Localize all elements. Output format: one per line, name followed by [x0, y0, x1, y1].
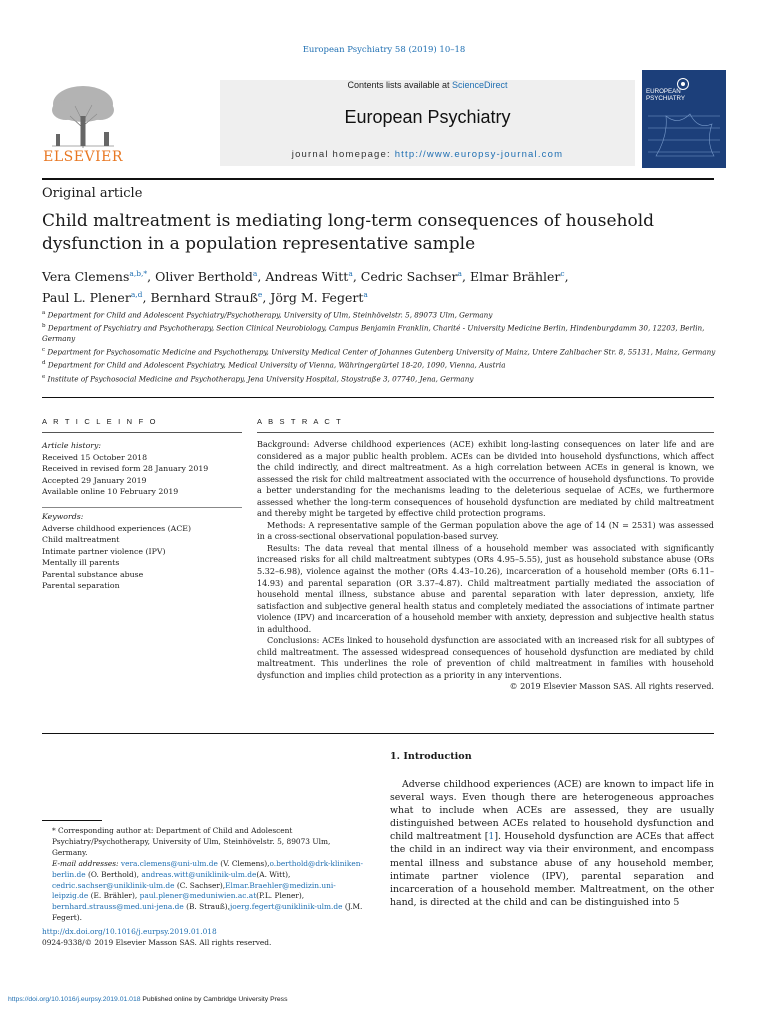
- keywords: [42, 511, 242, 592]
- author-name: Andreas Witt: [265, 269, 349, 285]
- article-info-rule: [42, 432, 242, 433]
- footer-text: Published online by Cambridge University Press: [140, 996, 288, 1003]
- affiliations: [42, 308, 722, 385]
- sciencedirect-link[interactable]: ScienceDirect: [452, 80, 508, 90]
- elsevier-tree-logo: [42, 80, 124, 150]
- doi-block: [42, 926, 368, 948]
- header-rule: [42, 178, 714, 180]
- keyword-item: Intimate partner violence (IPV): [42, 546, 166, 556]
- history-heading: Article history:: [42, 441, 102, 450]
- corresponding-author: * Corresponding author at: Department of Child and Adolescent Psychiatry/Psychotherapy, University of Ulm, Steinhövelstr. 5, 89073 Ulm, Germany.: [52, 826, 331, 857]
- cover-map-graphic: [648, 106, 720, 162]
- email-link[interactable]: andreas.witt@uniklinik-ulm.de: [141, 869, 257, 879]
- author-name: Bernhard Strauß: [150, 290, 258, 306]
- abstract-conclusions: Conclusions: ACEs linked to household dysfunction are associated with an increased risk for all subtypes of child maltreatment. The assessed widespread consequences of household dysfunction are mediated by child maltreatment. This underlines the role of prevention of child maltreatment in families with household dysfunction and implies child protection as a priority in any interventions.: [257, 635, 714, 680]
- contents-line: [220, 80, 635, 90]
- journal-name: European Psychiatry: [344, 107, 511, 127]
- issn-line: 0924-9338/© 2019 Elsevier Masson SAS. All rights reserved.: [42, 938, 272, 948]
- section-rule: [42, 397, 714, 398]
- keywords-heading: Keywords:: [42, 512, 84, 521]
- author-affiliation-marker[interactable]: a: [363, 290, 368, 300]
- author-list: Vera Clemens$^{a,b,*}$, Oliver Berthold$^a$, Andreas Witt$^a$, Cedric Sachser$^a$, Elmar Brähler$^c$, Paul L. Plener$^{a,d}$, Bernhard Strauß$^e$, Jörg M. Fegert$^a$: [42, 269, 569, 306]
- author-name: Paul L. Plener: [42, 290, 131, 306]
- author-affiliation-marker[interactable]: e: [257, 290, 263, 300]
- elsevier-wordmark: ELSEVIER: [43, 149, 123, 165]
- introduction-text: [390, 778, 714, 909]
- journal-homepage-line: [220, 149, 635, 160]
- cover-title: EUROPEAN PSYCHIATRY: [646, 88, 685, 102]
- intro-text-start: Adverse childhood experiences (ACE) are known to impact life in several ways. Even though there are heterogeneous approaches what to include when ACEs are assessed, they are usually distinguished between ACEs related to household dysfunction and child maltreatment [: [390, 779, 714, 843]
- article-history: [42, 440, 242, 498]
- article-info-heading: A R T I C L E I N F O: [42, 417, 158, 426]
- keyword-item: Child maltreatment: [42, 535, 120, 544]
- affiliation-item: $^a$ Department for Child and Adolescent Psychiatry/Psychotherapy, University of Ulm, Steinhövelstr. 5, 89073 Ulm, Germany: [42, 310, 493, 320]
- affiliation-item: $^b$ Department of Psychiatry and Psychotherapy, Section Clinical Neurobiology, Campus Benjamin Franklin, Charité - University Medicine Berlin, Hindenburgdamm 30, 12203, Berlin, Germany: [42, 323, 705, 344]
- article-title: Child maltreatment is mediating long-term consequences of household dysfunction in a population representative sample: [42, 211, 655, 254]
- history-item: Accepted 29 January 2019: [42, 475, 147, 485]
- affiliation-item: $^e$ Institute of Psychosocial Medicine and Psychotherapy, Jena University Hospital, Stoystraße 3, 07740, Jena, Germany: [42, 373, 474, 383]
- footer-doi-link[interactable]: https://doi.org/10.1016/j.eurpsy.2019.01.018: [8, 996, 141, 1003]
- intro-text-end: ]. Household dysfunction are ACEs that affect the child in an indirect way via their environment, and encompass mental illness and substance abuse of any household member, intimate partner violence (IPV), parental separation and incarceration of a household member. Maltreatment, on the other hand, is directed at the child and can be distinguished into 5: [390, 831, 715, 908]
- abstract-background: Background: Adverse childhood experiences (ACE) exhibit long-lasting consequences on later life and are considered as a major public health problem. ACEs can be divided into household dysfunctions, which affect the child indirectly, and direct maltreatment. As a high correlation between ACEs in general is known, we assessed the risk for child maltreatment associated with the occurrence of household dysfunctions. To provide a better understanding for the mechanisms leading to the deleterious sequelae of ACEs, we furthermore assessed whether the long-term consequences of household dysfunction are mediated by child maltreatment and thereby might be targeted by effective child protection programs.: [257, 439, 714, 519]
- history-item: Available online 10 February 2019: [42, 487, 179, 496]
- introduction-heading: 1. Introduction: [390, 751, 472, 762]
- author-affiliation-marker[interactable]: a,b,*: [129, 269, 148, 278]
- affiliation-item: $^c$ Department for Psychosomatic Medicine and Psychotherapy, University Medical Center of Johannes Gutenberg University of Mainz, Untere Zahlbacher Str. 8, 55131, Mainz, Germany: [42, 347, 716, 357]
- author-affiliation-marker[interactable]: a,d: [130, 290, 143, 300]
- affiliation-item: $^d$ Department for Child and Adolescent Psychiatry, Medical University of Vienna, Währingergürtel 18-20, 1090, Vienna, Austria: [42, 360, 506, 370]
- journal-cover-image: [642, 70, 726, 168]
- email-link[interactable]: vera.clemens@uni-ulm.de: [120, 858, 218, 868]
- corresponding-author-footnote: [42, 826, 368, 924]
- abstract-results: Results: The data reveal that mental illness of a household member was associated with significantly increased risks for all child maltreatment subtypes (ORs 4.95–5.55), just as household substance abuse (ORs 5.32–6.98), violence against the mother (ORs 4.43–10.26), incarceration of a household member (ORs 6.11–14.93) and parental separation (OR 3.37–4.87). Child maltreatment partially mediated the association of household mental illness, substance abuse and parental separation with later depression, anxiety, life satisfaction and subjective general health status and completely mediated the associations of intimate partner violence (IPV) and incarceration of a household member with anxiety, depression and subjective health status in adulthood.: [257, 542, 714, 634]
- abstract: [257, 439, 714, 693]
- author-name: Cedric Sachser: [360, 269, 458, 285]
- abstract-rule: [257, 432, 714, 433]
- email-label: E-mail addresses:: [52, 858, 121, 868]
- author-name: Vera Clemens: [42, 269, 130, 285]
- keyword-item: Mentally ill parents: [42, 558, 120, 567]
- journal-citation-link[interactable]: European Psychiatry 58 (2019) 10–18: [302, 45, 466, 55]
- citation-link[interactable]: 1: [488, 831, 495, 843]
- abstract-heading: A B S T R A C T: [257, 417, 343, 426]
- email-link[interactable]: Elmar.Braehler@medizin.uni-leipzig.de: [52, 880, 336, 901]
- email-addresses: E-mail addresses: vera.clemens@uni-ulm.de (V. Clemens),o.berthold@drk-kliniken-berlin.de (O. Berthold), andreas.witt@uniklinik-ulm.de(A. Witt), cedric.sachser@uniklinik-ulm.de (C. Sachser),Elmar.Braehler@medizin.uni-leipzig.de (E. Brähler), paul.plener@meduniwien.ac.at(P.L. Plener), bernhard.strauss@med.uni-jena.de (B. Strauß),joerg.fegert@uniklinik-ulm.de (J.M. Fegert).: [52, 858, 363, 923]
- author-name: Jörg M. Fegert: [270, 290, 364, 306]
- author-affiliation-marker[interactable]: c: [560, 269, 565, 278]
- keyword-item: Parental separation: [42, 581, 120, 590]
- email-link[interactable]: paul.plener@meduniwien.ac.at: [139, 891, 257, 901]
- doi-link[interactable]: http://dx.doi.org/10.1016/j.eurpsy.2019.01.018: [42, 927, 217, 936]
- email-link[interactable]: o.berthold@drk-kliniken-berlin.de: [52, 858, 363, 879]
- keyword-item: Parental substance abuse: [42, 569, 144, 579]
- author-affiliation-marker[interactable]: a: [457, 269, 463, 278]
- author-affiliation-marker[interactable]: a: [252, 269, 258, 278]
- abstract-copyright: © 2019 Elsevier Masson SAS. All rights reserved.: [509, 681, 714, 692]
- email-link[interactable]: bernhard.strauss@med.uni-jena.de: [52, 902, 184, 912]
- keywords-rule: [42, 507, 242, 508]
- history-item: Received in revised form 28 January 2019: [42, 464, 209, 473]
- article-type: Original article: [42, 186, 143, 201]
- homepage-link[interactable]: http://www.europsy-journal.com: [394, 149, 564, 160]
- author-name: Oliver Berthold: [155, 269, 253, 285]
- email-link[interactable]: cedric.sachser@uniklinik-ulm.de: [52, 880, 175, 890]
- keyword-item: Adverse childhood experiences (ACE): [42, 523, 192, 533]
- page-footer: [8, 996, 287, 1003]
- abstract-methods: Methods: A representative sample of the German population above the age of 14 (N = 2531) was assessed in a cross-sectional observational population-based survey.: [257, 519, 714, 542]
- author-affiliation-marker[interactable]: a: [348, 269, 353, 278]
- history-item: Received 15 October 2018: [42, 452, 148, 462]
- author-name: Elmar Brähler: [469, 269, 561, 285]
- homepage-prefix: journal homepage:: [291, 149, 395, 160]
- body-rule: [42, 733, 714, 734]
- contents-prefix: Contents lists available at: [347, 80, 453, 90]
- footnote-rule: [42, 820, 102, 821]
- email-link[interactable]: joerg.fegert@uniklinik-ulm.de: [230, 902, 343, 912]
